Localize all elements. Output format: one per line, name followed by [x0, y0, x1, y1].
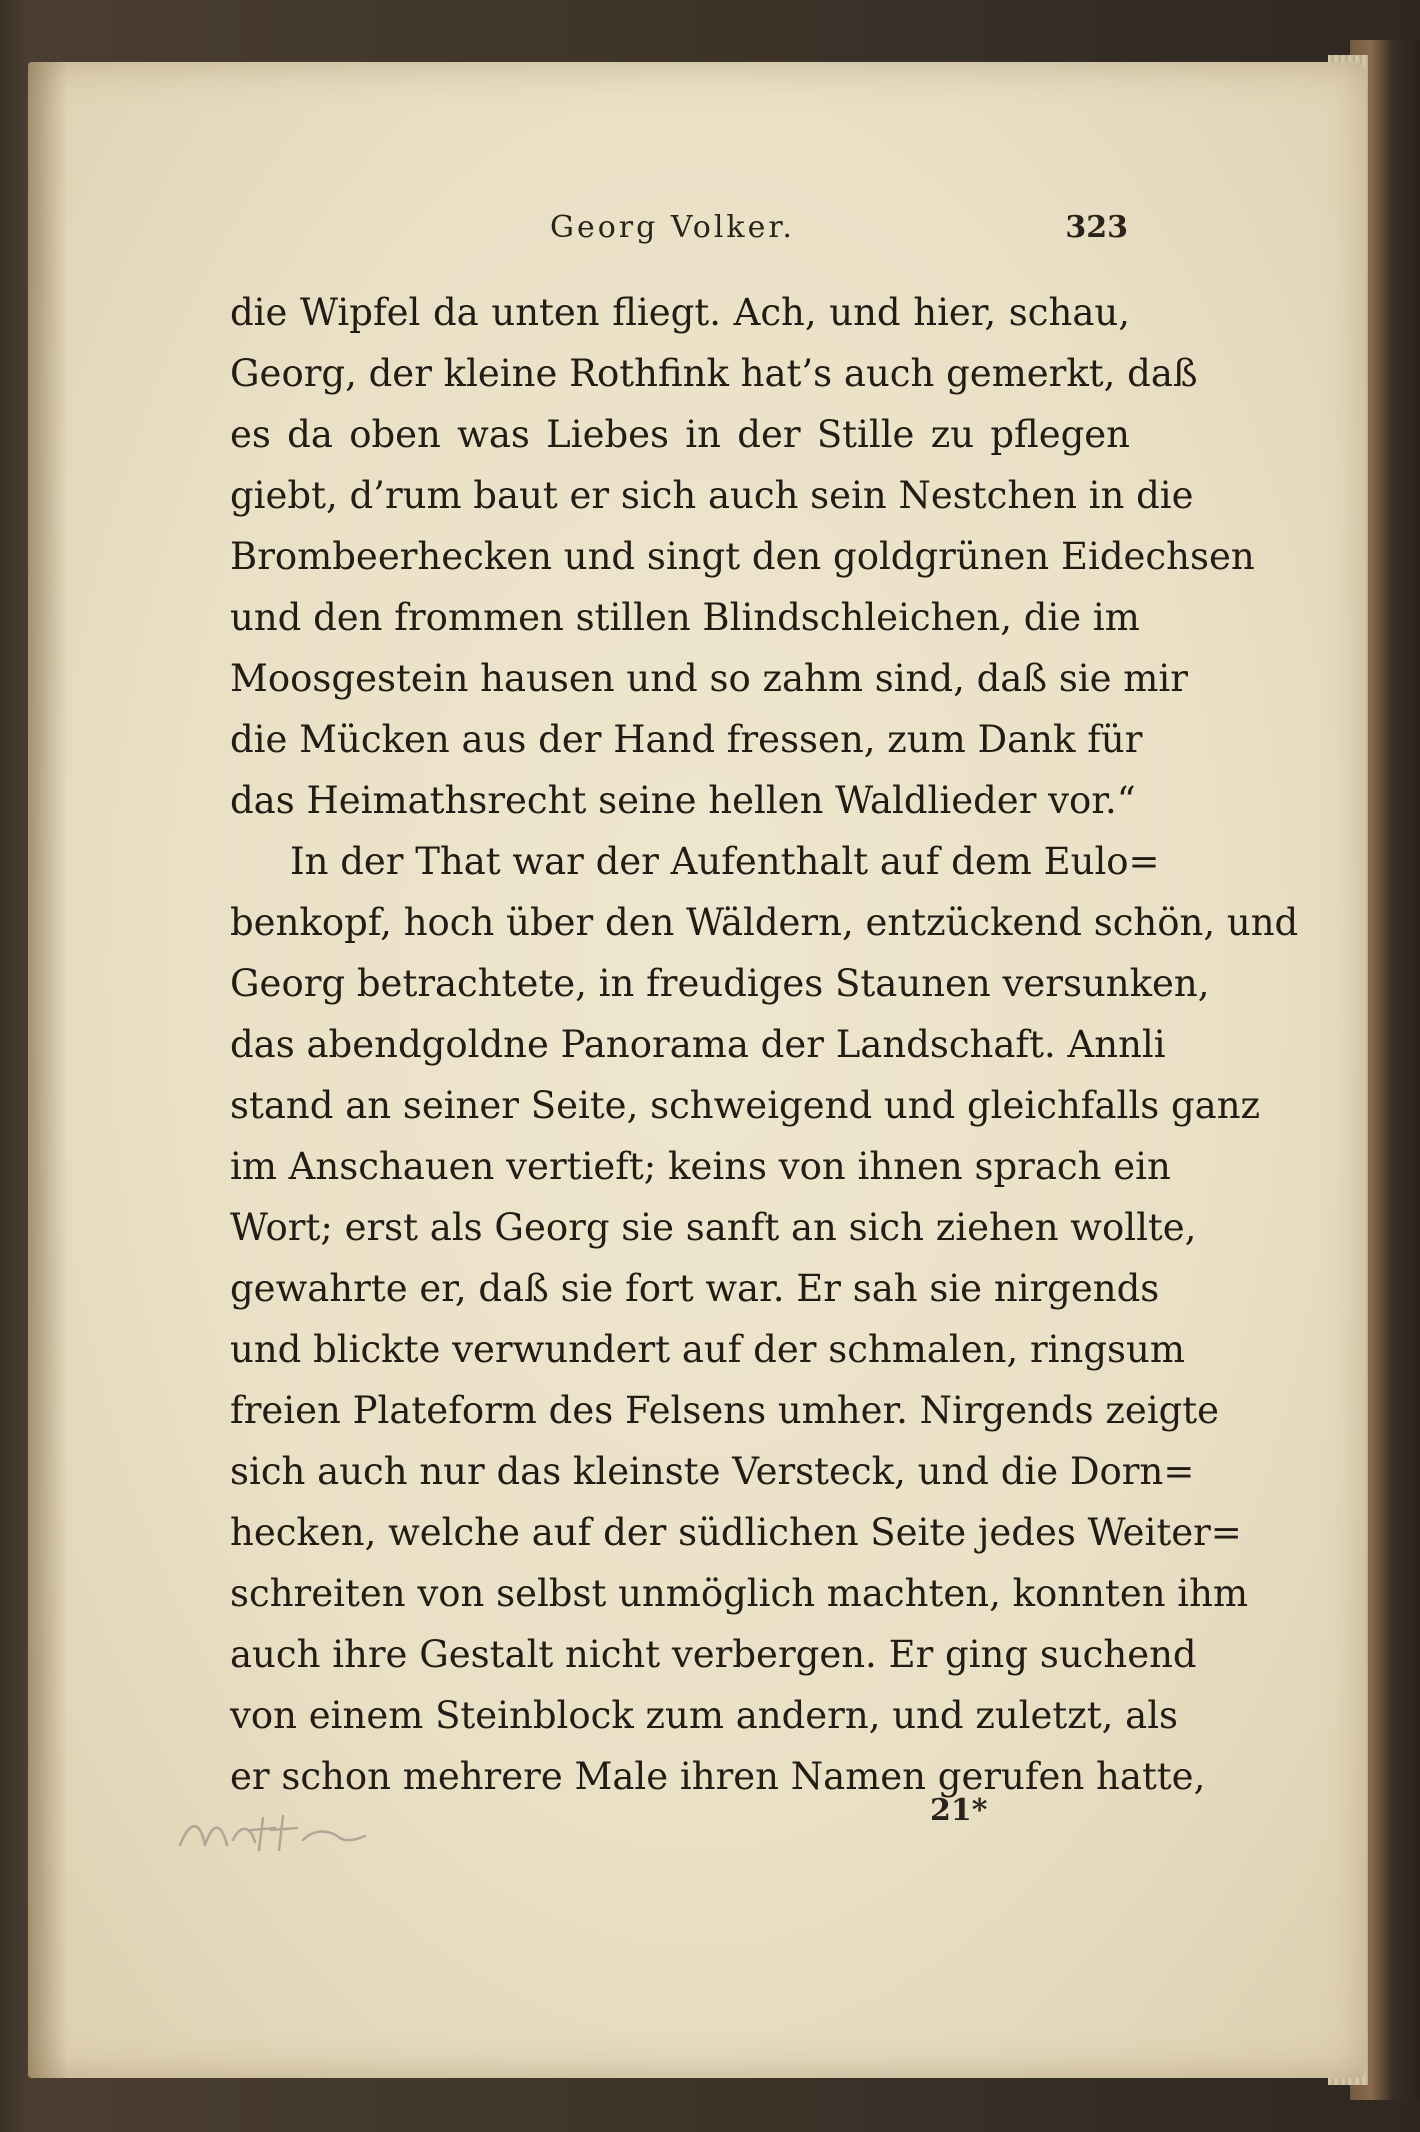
text-line: das abendgoldne Panorama der Landschaft. Annli [230, 1023, 1166, 1066]
text-line: stand an seiner Seite, schweigend und gleichfalls ganz [230, 1084, 1261, 1127]
page-number: 323 [1065, 210, 1128, 245]
text-line: die Wipfel da unten fliegt. Ach, und hier, schau, [230, 291, 1130, 334]
text-line: es da oben was Liebes in der Stille zu pflegen [230, 413, 1130, 456]
text-line: er schon mehrere Male ihren Namen gerufen hatte, [230, 1755, 1206, 1798]
text-line: sich auch nur das kleinste Versteck, und die Dorn= [230, 1450, 1195, 1493]
text-line: Georg betrachtete, in freudiges Staunen versunken, [230, 962, 1210, 1005]
running-title: Georg Volker. [550, 210, 795, 245]
page-gutter-shadow [28, 62, 68, 2078]
text-line: im Anschauen vertieft; keins von ihnen sprach ein [230, 1145, 1171, 1188]
text-line: freien Plateform des Felsens umher. Nirgends zeigte [230, 1389, 1220, 1432]
body-text [230, 282, 1299, 1807]
text-line: die Mücken aus der Hand fressen, zum Dank für [230, 718, 1143, 761]
text-line: benkopf, hoch über den Wäldern, entzückend schön, und [230, 901, 1299, 944]
text-line: und blickte verwundert auf der schmalen, ringsum [230, 1328, 1185, 1371]
text-line: hecken, welche auf der südlichen Seite jedes Weiter= [230, 1511, 1242, 1554]
text-line: gewahrte er, daß sie fort war. Er sah sie nirgends [230, 1267, 1160, 1310]
page-header [230, 210, 1128, 250]
signature-mark: 21* [930, 1793, 988, 1828]
text-line: Moosgestein hausen und so zahm sind, daß sie mir [230, 657, 1188, 700]
text-line: Wort; erst als Georg sie sanft an sich ziehen wollte, [230, 1206, 1197, 1249]
text-line: Georg, der kleine Rothfink hat’s auch gemerkt, daß [230, 352, 1198, 395]
text-line: und den frommen stillen Blindschleichen, die im [230, 596, 1140, 639]
text-line: auch ihre Gestalt nicht verbergen. Er ging suchend [230, 1633, 1197, 1676]
text-line: giebt, d’rum baut er sich auch sein Nestchen in die [230, 474, 1194, 517]
text-line: von einem Steinblock zum andern, und zuletzt, als [230, 1694, 1179, 1737]
text-line: schreiten von selbst unmöglich machten, konnten ihm [230, 1572, 1249, 1615]
text-line: das Heimathsrecht seine hellen Waldlieder vor.“ [230, 779, 1136, 822]
text-line: In der That war der Aufenthalt auf dem Eulo= [290, 840, 1160, 883]
pencil-scribble [175, 1800, 375, 1860]
text-line: Brombeerhecken und singt den goldgrünen Eidechsen [230, 535, 1255, 578]
